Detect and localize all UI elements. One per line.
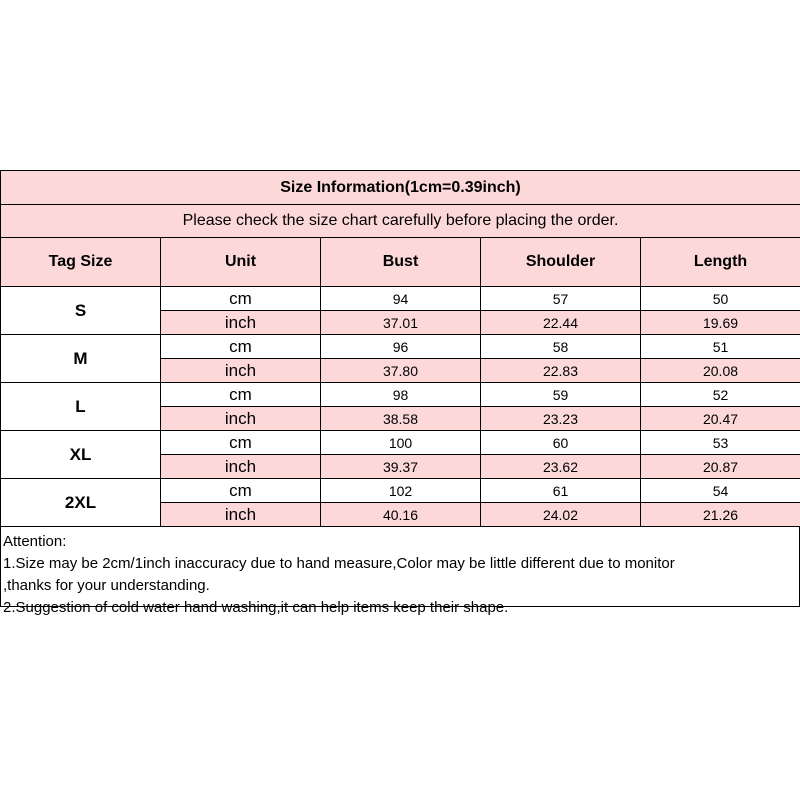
length-cell: 21.26 (641, 503, 800, 527)
tag-size-cell: M (1, 335, 161, 383)
bust-cell: 37.80 (321, 359, 481, 383)
table-row (1, 383, 800, 407)
bust-cell: 102 (321, 479, 481, 503)
length-cell: 19.69 (641, 311, 800, 335)
shoulder-cell: 23.23 (481, 407, 641, 431)
unit-cell: cm (161, 431, 321, 455)
unit-cell: cm (161, 335, 321, 359)
attention-line-2: 2.Suggestion of cold water hand washing,it can help items keep their shape. (3, 599, 509, 616)
unit-cell: cm (161, 287, 321, 311)
attention-heading: Attention: (3, 533, 67, 550)
table-title: Size Information(1cm=0.39inch) (1, 171, 800, 205)
unit-cell: cm (161, 383, 321, 407)
length-cell: 20.47 (641, 407, 800, 431)
table-row (1, 479, 800, 503)
bust-cell: 37.01 (321, 311, 481, 335)
attention-line-1: 1.Size may be 2cm/1inch inaccuracy due to hand measure,Color may be little different due to monitor (3, 555, 675, 572)
length-cell: 20.87 (641, 455, 800, 479)
header-unit: Unit (161, 238, 321, 287)
attention-line-1-continued: ,thanks for your understanding. (3, 577, 210, 594)
bust-cell: 40.16 (321, 503, 481, 527)
length-cell: 50 (641, 287, 800, 311)
table-row (1, 335, 800, 359)
tag-size-cell: XL (1, 431, 161, 479)
bust-cell: 39.37 (321, 455, 481, 479)
shoulder-cell: 57 (481, 287, 641, 311)
shoulder-cell: 23.62 (481, 455, 641, 479)
unit-cell: inch (161, 311, 321, 335)
table-subtitle: Please check the size chart carefully before placing the order. (1, 205, 800, 238)
table-row (1, 287, 800, 311)
attention-notes (0, 527, 800, 616)
length-cell: 54 (641, 479, 800, 503)
shoulder-cell: 58 (481, 335, 641, 359)
unit-cell: cm (161, 479, 321, 503)
bust-cell: 98 (321, 383, 481, 407)
length-cell: 20.08 (641, 359, 800, 383)
header-length: Length (641, 238, 800, 287)
unit-cell: inch (161, 359, 321, 383)
tag-size-cell: L (1, 383, 161, 431)
unit-cell: inch (161, 503, 321, 527)
bust-cell: 38.58 (321, 407, 481, 431)
header-tag-size: Tag Size (1, 238, 161, 287)
unit-cell: inch (161, 455, 321, 479)
shoulder-cell: 59 (481, 383, 641, 407)
tag-size-cell: 2XL (1, 479, 161, 527)
bust-cell: 96 (321, 335, 481, 359)
tag-size-cell: S (1, 287, 161, 335)
header-shoulder: Shoulder (481, 238, 641, 287)
shoulder-cell: 22.44 (481, 311, 641, 335)
length-cell: 52 (641, 383, 800, 407)
length-cell: 53 (641, 431, 800, 455)
bust-cell: 100 (321, 431, 481, 455)
size-chart (0, 170, 800, 616)
shoulder-cell: 24.02 (481, 503, 641, 527)
header-bust: Bust (321, 238, 481, 287)
bust-cell: 94 (321, 287, 481, 311)
shoulder-cell: 61 (481, 479, 641, 503)
unit-cell: inch (161, 407, 321, 431)
table-row (1, 431, 800, 455)
shoulder-cell: 22.83 (481, 359, 641, 383)
length-cell: 51 (641, 335, 800, 359)
shoulder-cell: 60 (481, 431, 641, 455)
size-table (0, 170, 800, 527)
